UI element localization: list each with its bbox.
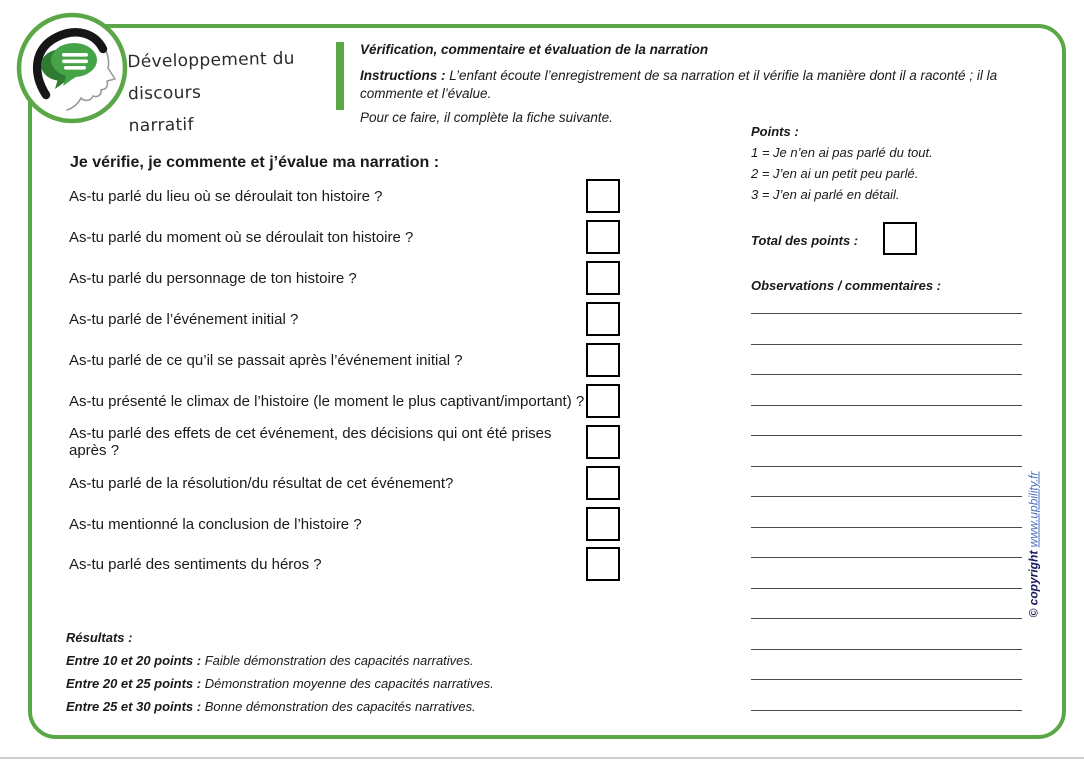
score-box-2[interactable] [586,220,620,254]
observation-line[interactable] [751,344,1022,345]
page-bottom-edge [0,757,1084,759]
points-legend-item: 3 = J’en ai parlé en détail. [751,187,900,202]
upbility-logo [15,11,129,125]
observations-lines [751,313,1022,740]
question-row [69,261,620,295]
question-text: As-tu parlé de ce qu’il se passait après l’événement initial ? [69,351,463,369]
score-box-10[interactable] [586,547,620,581]
brand-title [127,42,339,142]
observation-line[interactable] [751,649,1022,650]
observation-line[interactable] [751,313,1022,314]
score-box-3[interactable] [586,261,620,295]
question-row [69,425,620,459]
observation-line[interactable] [751,435,1022,436]
results-text: Démonstration moyenne des capacités narratives. [201,676,494,691]
points-title: Points : [751,124,799,139]
question-text: As-tu parlé du moment où se déroulait ton histoire ? [69,228,414,246]
results-range: Entre 10 et 20 points : [66,653,202,668]
score-box-5[interactable] [586,343,620,377]
score-box-6[interactable] [586,384,620,418]
results-range: Entre 20 et 25 points : [66,676,202,691]
points-legend [751,146,1031,202]
score-box-8[interactable] [586,466,620,500]
observation-line[interactable] [751,527,1022,528]
brand-title-line1: Développement du discours [127,48,295,105]
total-points-row [751,222,1031,258]
question-row [69,547,620,581]
upbility-link[interactable]: www.upbility.fr [1026,471,1041,548]
question-text: As-tu parlé de la résolution/du résultat de cet événement? [69,474,454,492]
observation-line[interactable] [751,374,1022,375]
observation-line[interactable] [751,710,1022,711]
score-box-9[interactable] [586,507,620,541]
question-row [69,507,620,541]
score-box-1[interactable] [586,179,620,213]
head-with-speech-bubble-icon [15,11,129,125]
results-item [66,677,686,691]
question-text: As-tu parlé du lieu où se déroulait ton histoire ? [69,187,383,205]
total-points-box[interactable] [883,222,917,255]
score-box-7[interactable] [586,425,620,459]
question-text: As-tu parlé de l’événement initial ? [69,310,299,328]
question-row [69,343,620,377]
question-row [69,302,620,336]
instructions-line2: Pour ce faire, il complète la fiche suivante. [360,110,613,125]
question-row [69,220,620,254]
results-item [66,654,686,668]
question-text: As-tu parlé des sentiments du héros ? [69,555,322,573]
header [360,42,1040,125]
header-separator-bar [336,42,344,110]
results-text: Bonne démonstration des capacités narratives. [201,699,476,714]
points-legend-item: 2 = J’en ai un petit peu parlé. [751,166,919,181]
instructions [360,67,1040,103]
observation-line[interactable] [751,588,1022,589]
observation-line[interactable] [751,466,1022,467]
question-row [69,179,620,213]
question-row [69,384,620,418]
instructions-text: L’enfant écoute l’enregistrement de sa narration et il vérifie la manière dont il a raconté ; il la commente et l’évalue. [360,68,998,101]
observations-label: Observations / commentaires : [751,278,942,293]
question-row [69,466,620,500]
points-panel [751,124,1031,202]
copyright-label: © copyright [1026,547,1041,618]
copyright-notice [1027,445,1044,645]
results-item [66,700,686,714]
total-points-label: Total des points : [751,232,859,248]
question-text: As-tu parlé des effets de cet événement, des décisions qui ont été prises après ? [69,425,552,459]
observation-line[interactable] [751,405,1022,406]
results-section [66,630,686,714]
brand-title-line2: narratif [128,114,194,137]
question-text: As-tu présenté le climax de l’histoire (le moment le plus captivant/important) ? [69,392,585,410]
observation-line[interactable] [751,618,1022,619]
results-text: Faible démonstration des capacités narratives. [201,653,474,668]
sheet-title: Vérification, commentaire et évaluation de la narration [360,42,709,57]
instructions-label: Instructions : [360,68,446,83]
points-legend-item: 1 = Je n’en ai pas parlé du tout. [751,145,933,160]
question-text: As-tu mentionné la conclusion de l’histoire ? [69,515,362,533]
observation-line[interactable] [751,679,1022,680]
results-range: Entre 25 et 30 points : [66,699,202,714]
question-text: As-tu parlé du personnage de ton histoire ? [69,269,357,287]
observation-line[interactable] [751,557,1022,558]
score-box-4[interactable] [586,302,620,336]
observation-line[interactable] [751,496,1022,497]
results-title: Résultats : [66,630,133,645]
main-heading: Je vérifie, je commente et j’évalue ma narration : [70,154,440,171]
